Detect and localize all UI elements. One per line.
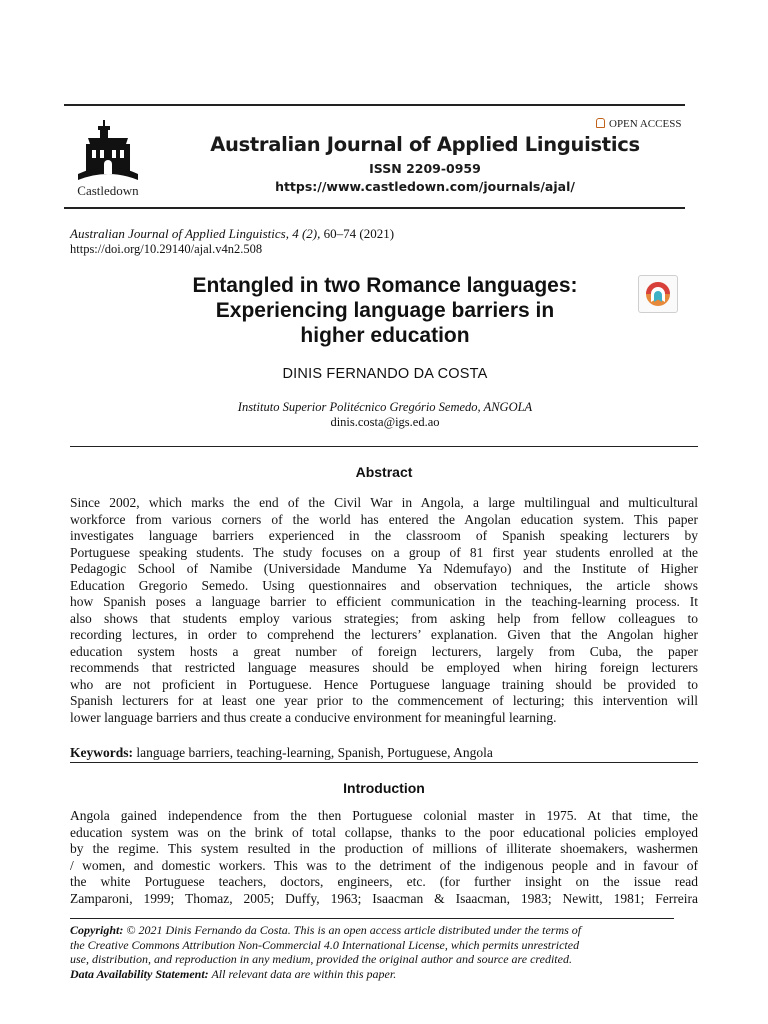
citation-pages: 60–74 (2021) [320,226,395,241]
abstract-line: Spanish lecturers for at least one year prior to the commencement of lecturing; this intervention will [70,693,698,708]
introduction-line: the white Portuguese teachers, doctors, engineers, etc. (for further insight on the issue read [70,874,698,889]
journal-url-link[interactable]: https://www.castledown.com/journals/ajal/ [275,179,575,194]
data-availability-text: All relevant data are within this paper. [208,966,397,981]
masthead-rule [64,207,685,209]
introduction-heading: Introduction [343,780,425,796]
journal-issn: ISSN 2209-0959 [369,161,481,176]
introduction-line: by the regime. This system resulted in the production of millions of illiterate shoemakers, washermen [70,841,698,856]
abstract-line: Education Gregorio Semedo. Using questionnaires and observation techniques, the article shows [70,577,698,593]
abstract-heading: Abstract [355,464,413,480]
abstract-line: lower language barriers and thus create a conducive environment for meaningful learning. [70,709,557,725]
logo-label: Castledown [77,183,139,198]
abstract-line: Portuguese speaking students. The study focuses on a group of 81 first year students enrolled at the [70,544,698,560]
article-title-line-1: Entangled in two Romance languages: [192,274,578,297]
introduction-body [70,808,698,907]
article-title-line-2: Experiencing language barriers in [215,299,555,322]
abstract-line: Since 2002, which marks the end of the Civil War in Angola, a large multilingual and multicultural [70,495,698,510]
copyright-footnote [70,923,698,981]
abstract-line: also shows that students employ various strategies; from asking help from fellow colleagues to [70,610,698,626]
introduction-line: Angola gained independence from the then Portuguese colonial master in 1975. At that time, the [70,808,698,823]
keywords-rule [70,762,698,763]
abstract-top-rule [70,446,698,447]
top-rule [64,104,685,106]
introduction-line: / women, and domestic workers. This was to the detriment of the indigenous people and in favour of [70,857,698,873]
copyright-label: Copyright: [70,923,124,937]
article-title-line-3: higher education [300,324,470,347]
abstract-line: workforce from various corners of the world has entered the Angolan education system. This paper [70,511,698,527]
abstract-body [70,495,698,726]
open-access-icon [596,118,605,128]
footnote-rule [70,918,674,919]
copyright-line: use, distribution, and reproduction in any medium, provided the original author and source are credited. [70,952,572,966]
journal-name: Australian Journal of Applied Linguistics [210,133,640,156]
check-updates-icon [639,276,677,312]
keywords [70,745,493,761]
keywords-label: Keywords: [70,745,133,760]
author-name: DINIS FERNANDO DA COSTA [282,366,488,382]
abstract-line: recommends that restricted language measures should be employed when hiring foreign lecturers [70,660,698,675]
abstract-line: Pedagogic School of Namibe (Universidade Mandume Ya Ndemufayo) and the Institute of Higher [70,561,698,576]
abstract-line: education system hosts a great number of foreign lecturers, largely from Cuba, the paper [70,643,698,659]
open-access-label [596,118,681,130]
copyright-text: © 2021 Dinis Fernando da Costa. This is an open access article distributed under the terms of [123,923,582,937]
copyright-line [70,923,698,938]
keywords-text: language barriers, teaching-learning, Spanish, Portuguese, Angola [133,745,493,760]
abstract-line: how Spanish poses a language barrier to efficient communication in the teaching-learning process. It [70,594,698,609]
abstract-line: investigates language barriers experienced in the classroom of Spanish speaking lecturers by [70,528,698,543]
citation [70,226,394,242]
doi-link[interactable]: https://doi.org/10.29140/ajal.v4n2.508 [70,242,263,256]
copyright-line: the Creative Commons Attribution Non-Commercial 4.0 International License, which permits unrestricted [70,937,580,952]
open-access-text: OPEN ACCESS [609,118,682,130]
data-availability-label: Data Availability Statement: [70,966,209,981]
citation-journal: Australian Journal of Applied Linguistics, 4 (2), [70,226,321,241]
data-availability-line [70,967,698,982]
abstract-line: who are not proficient in Portuguese. Hence Portuguese language training should be provided to [70,676,698,692]
introduction-line: Zamparoni, 1999; Thomaz, 2005; Duffy, 1963; Isaacman & Isaacman, 1983; Newitt, 1981; Ferreira [70,890,698,906]
check-updates-badge[interactable] [638,275,678,313]
author-affiliation: Instituto Superior Politécnico Gregório Semedo, ANGOLA [237,400,533,414]
abstract-line: recording lectures, in order to comprehend the lecturers’ explanation. Given that the Angolan higher [70,627,698,642]
introduction-line: education system was on the brink of total collapse, thanks to the poor educational policies employed [70,824,698,840]
author-email[interactable]: dinis.costa@igs.ed.ao [330,415,440,429]
